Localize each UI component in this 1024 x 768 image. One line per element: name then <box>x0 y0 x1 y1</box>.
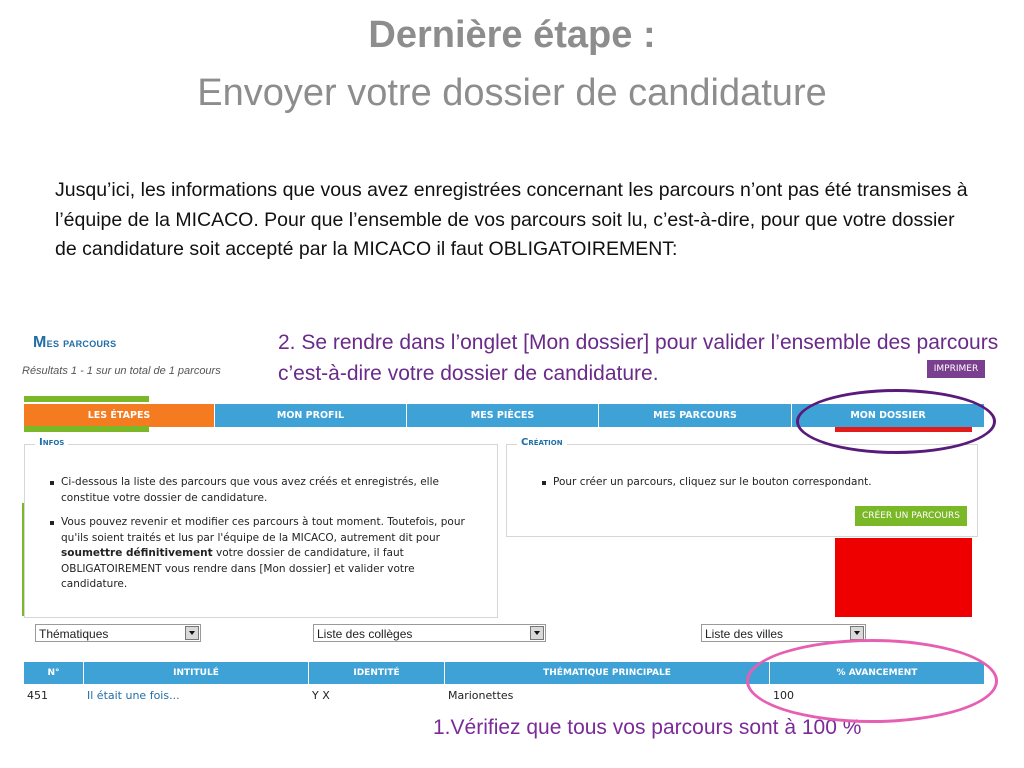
col-header-identite[interactable]: IDENTITÉ <box>309 662 445 684</box>
cell-identite: Y X <box>312 689 330 702</box>
infos-item-2-text-a: Vous pouvez revenir et modifier ces parcours à tout moment. Toutefois, pour qu'ils soient traités et lus par l'équipe de la MICACO, autrement dit pour <box>61 516 465 544</box>
callout-step-2: 2. Se rendre dans l’onglet [Mon dossier] pour valider l’ensemble des parcours c’est-à-dire votre dossier de candidature. <box>278 331 999 385</box>
print-button[interactable]: IMPRIMER <box>927 360 985 378</box>
col-header-num[interactable]: N° <box>24 662 84 684</box>
colleges-select[interactable] <box>313 624 546 642</box>
col-header-intitule[interactable]: INTITULÉ <box>84 662 309 684</box>
results-count: Résultats 1 - 1 sur un total de 1 parcours <box>22 365 221 377</box>
intro-paragraph: Jusqu’ici, les informations que vous avez enregistrées concernant les parcours n’ont pas été transmises à l’équipe de la MICACO. Pour que l’ensemble de vos parcours soit lu, c’est-à-dire, pour que votre dossier de candidature soit accepté par la MICACO il faut OBLIGATOIREMENT: <box>55 179 968 260</box>
creation-item-1: Pour créer un parcours, cliquez sur le bouton correspondant. <box>553 475 973 491</box>
infos-item-2-bold: soumettre définitivement <box>61 547 213 559</box>
tab-mes-pieces[interactable]: MES PIÈCES <box>407 404 599 427</box>
cell-thematique: Marionettes <box>448 689 514 702</box>
tab-les-etapes[interactable]: LES ÉTAPES <box>24 404 215 427</box>
infos-title: Infos <box>35 437 68 448</box>
section-title <box>33 334 116 352</box>
tab-mon-profil[interactable]: MON PROFIL <box>215 404 407 427</box>
villes-select-value: Liste des villes <box>705 627 784 641</box>
slide-subtitle: Envoyer votre dossier de candidature <box>197 72 827 114</box>
section-title-initial: M <box>33 334 47 351</box>
callout-step-1: 1.Vérifiez que tous vos parcours sont à 100 % <box>433 716 862 739</box>
creation-title: Création <box>517 437 567 448</box>
cell-avancement: 100 <box>773 689 794 702</box>
col-header-avancement[interactable]: % AVANCEMENT <box>836 668 918 678</box>
creation-list <box>553 475 973 500</box>
chevron-down-icon <box>530 626 544 640</box>
infos-list <box>61 475 481 602</box>
infos-item-2-text-b: votre dossier de candidature, il faut OBLIGATOIREMENT vous rendre dans [Mon dossier] et valider votre candidature. <box>61 547 415 590</box>
thematiques-select-value: Thématiques <box>39 627 109 641</box>
avancement-highlight-ellipse <box>746 639 998 723</box>
chevron-down-icon <box>185 626 199 640</box>
thematiques-select[interactable] <box>35 624 201 642</box>
infos-item-1: Ci-dessous la liste des parcours que vous avez créés et enregistrés, elle constitue votre dossier de candidature. <box>61 475 481 506</box>
tab-mes-parcours[interactable]: MES PARCOURS <box>599 404 792 427</box>
cell-intitule-link[interactable]: Il était une fois... <box>87 689 180 702</box>
chevron-down-icon <box>850 626 864 640</box>
create-parcours-button[interactable]: CRÉER UN PARCOURS <box>855 506 967 526</box>
infos-panel <box>24 437 498 618</box>
colleges-select-value: Liste des collèges <box>317 627 413 641</box>
red-highlight-block <box>835 538 972 617</box>
tab-mon-dossier[interactable]: MON DOSSIER <box>792 404 984 427</box>
infos-item-2 <box>61 515 481 593</box>
active-tab-accent <box>24 426 149 432</box>
mon-dossier-highlight-ellipse <box>796 389 996 454</box>
section-title-rest: es parcours <box>46 335 117 350</box>
slide-title: Dernière étape : <box>368 14 656 56</box>
active-tab-accent-top <box>24 396 149 402</box>
creation-panel <box>506 437 978 537</box>
col-header-thematique[interactable]: THÉMATIQUE PRINCIPALE <box>445 662 770 684</box>
cell-num: 451 <box>27 689 48 702</box>
